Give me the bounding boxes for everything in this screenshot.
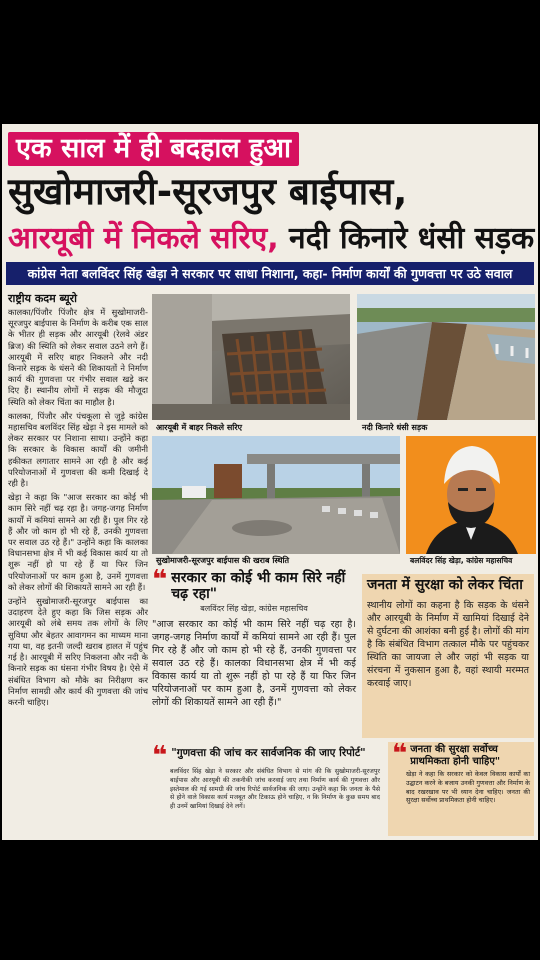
caption-photo-1: आरयूबी में बाहर निकले सरिए: [156, 423, 243, 432]
quote-mark-icon: ❝: [152, 741, 168, 771]
quote-mark-icon: ❝: [152, 565, 168, 595]
headline-sub-pink: आरयूबी में निकले सरिए,: [8, 221, 279, 256]
concern-box: [362, 574, 534, 738]
paragraph: उन्होंने सुखोमाजरी-सूरजपुर बाईपास का उदाहरण देते हुए कहा कि जिस सड़क और आरयूबी को लंबे समय तक लोगों के लिए सुविधा और बेहतर आवागमन का माध्यम माना गया था, वह इतनी जल्दी खराब हालत में पहुंच गई है। आरयूबी में सरिए निकलना और नदी के किनारे सड़क का धंसना गंभीर विषय है। ऐसे में संबंधित विभाग को मौके का निरीक्षण कर निर्माण सामग्री और कार्य की गुणवत्ता की जांच करनी चाहिए।: [8, 596, 148, 707]
photo-road-collapse: [357, 294, 535, 420]
quote-4-text: खेड़ा ने कहा कि सरकार को केवल विकास कार्यों का उद्घाटन करने के बजाय उनकी गुणवत्ता और निर्माण के बाद रखरखाव पर भी ध्यान देना चाहिए। जनता की सुरक्षा सर्वोच्च प्राथमिकता होनी चाहिए।: [406, 770, 530, 805]
photo-rub-rebar: [152, 294, 350, 420]
caption-photo-4: बलविंदर सिंह खेड़ा, कांग्रेस महासचिव: [410, 556, 513, 565]
quote-box-3: [152, 741, 384, 836]
quote-3-title: "गुणवत्ता की जांच कर सार्वजनिक की जाए रिपोर्ट": [171, 747, 366, 759]
newspaper-clipping: [2, 124, 538, 840]
quote-4-title: जनता की सुरक्षा सर्वोच्च प्राथमिकता होनी चाहिए": [410, 744, 501, 767]
paragraph: कालका, पिंजौर और पंचकूला से जुड़े कांग्रेस महासचिव बलविंदर सिंह खेड़ा ने इस मामले को लेकर सरकार पर निशाना साधा। उन्होंने कहा कि सरकार के विकास कार्यों की जमीनी हकीकत लगातार सामने आ रही है और कई परियोजनाओं में गुणवत्ता की कमी दिखाई दे रही है।: [8, 410, 148, 489]
quote-mark-icon: ❝: [392, 739, 408, 769]
photo-portrait: [406, 436, 536, 554]
article-column-1: [8, 307, 148, 837]
quote-box-1: [152, 565, 356, 740]
byline: राष्ट्रीय कदम ब्यूरो: [8, 292, 77, 305]
headline-kicker: एक साल में ही बदहाल हुआ: [8, 132, 299, 166]
headline-sub-black: नदी किनारे धंसी सड़क: [278, 221, 535, 256]
quote-1-title: सरकार का कोई भी काम सिरे नहीं चढ़ रहा": [171, 570, 346, 602]
paragraph: खेड़ा ने कहा कि "आज सरकार का कोई भी काम सिरे नहीं चढ़ रहा है। जगह-जगह निर्माण कार्यों में कमियां सामने आ रही हैं। पुल गिर रहे हैं और जो काम हो भी रहे हैं, उनकी गुणवत्ता पर सवाल उठ रहे हैं।" उन्होंने कहा कि कालका विधानसभा क्षेत्र में भी कई विकास कार्य या तो शुरू नहीं हो पा रहे हैं या फिर जिन परियोजनाओं पर काम हुआ है, उनमें गुणवत्ता को लेकर लोगों की शिकायतें सामने आ रही हैं।: [8, 492, 148, 592]
quote-1-attribution: बलविंदर सिंह खेड़ा, कांग्रेस महासचिव: [200, 604, 308, 613]
quote-1-text: "आज सरकार का कोई भी काम सिरे नहीं चढ़ रहा है। जगह-जगह निर्माण कार्यों में कमियां सामने आ रही हैं। पुल गिर रहे हैं और जो काम हो भी रहे हैं, उनकी गुणवत्ता पर सवाल उठ रहे हैं। कालका विधानसभा क्षेत्र में भी कई विकास कार्य या तो शुरू नहीं हो पा रहे हैं या फिर जिन परियोजनाओं पर काम हुआ है, उनमें गुणवत्ता को लेकर लोगों की शिकायतें सामने आ रही हैं।": [152, 619, 356, 708]
quote-box-4: [388, 739, 534, 836]
concern-box-title: जनता में सुरक्षा को लेकर चिंता: [367, 577, 523, 593]
caption-photo-2: नदी किनारे धंसी सड़क: [362, 423, 428, 432]
paragraph: कालका/पिंजौर पिंजौर क्षेत्र में सुखोमाजरी-सूरजपुर बाईपास के निर्माण के करीब एक साल के भीतर ही सड़क और आरयूबी (रेलवे अंडर ब्रिज) की स्थिति को लेकर सवाल उठने लगे हैं। आरयूबी में सरिए बाहर निकलने और नदी किनारे सड़क के धंसने की शिकायतों ने निर्माण कार्य की गुणवत्ता पर गंभीर सवाल खड़े कर दिए हैं। स्थानीय लोगों में सड़क की मौजूदा स्थिति को लेकर चिंता का माहौल है।: [8, 307, 148, 407]
headline-main: सुखोमाजरी-सूरजपुर बाईपास,: [8, 170, 408, 213]
photo-bypass-road: [152, 436, 400, 554]
headline-sub: [8, 219, 534, 259]
quote-3-text: बलविंदर सिंह खेड़ा ने सरकार और संबंधित विभाग से मांग की कि सुखोमाजरी-सूरजपुर बाईपास और आरयूबी की तकनीकी जांच करवाई जाए तथा निर्माण कार्य की गुणवत्ता और इस्तेमाल की गई सामग्री की जांच रिपोर्ट सार्वजनिक की जाए। उन्होंने कहा कि जनता के पैसे से होने वाले विकास कार्य मजबूत और टिकाऊ होने चाहिए, न कि निर्माण के कुछ समय बाद ही उनमें खामियां दिखाई देने लगें।: [170, 768, 380, 811]
caption-photo-3: सुखोमाजरी-सूरजपुर बाईपास की खराब स्थिति: [156, 556, 290, 565]
concern-box-text: स्थानीय लोगों का कहना है कि सड़क के धंसने और आरयूबी के निर्माण में खामियां दिखाई देने से दुर्घटना की आशंका बनी हुई है। लोगों की मांग है कि संबंधित विभाग तत्काल मौके पर पहुंचकर स्थिति का जायजा ले और जहां भी सड़क या संरचना में नुकसान हुआ है, वहां स्थायी मरम्मत करवाई जाए।: [367, 600, 529, 689]
strapline: कांग्रेस नेता बलविंदर सिंह खेड़ा ने सरकार पर साधा निशाना, कहा- निर्माण कार्यों की गुणवत्ता पर उठे सवाल: [6, 262, 534, 285]
